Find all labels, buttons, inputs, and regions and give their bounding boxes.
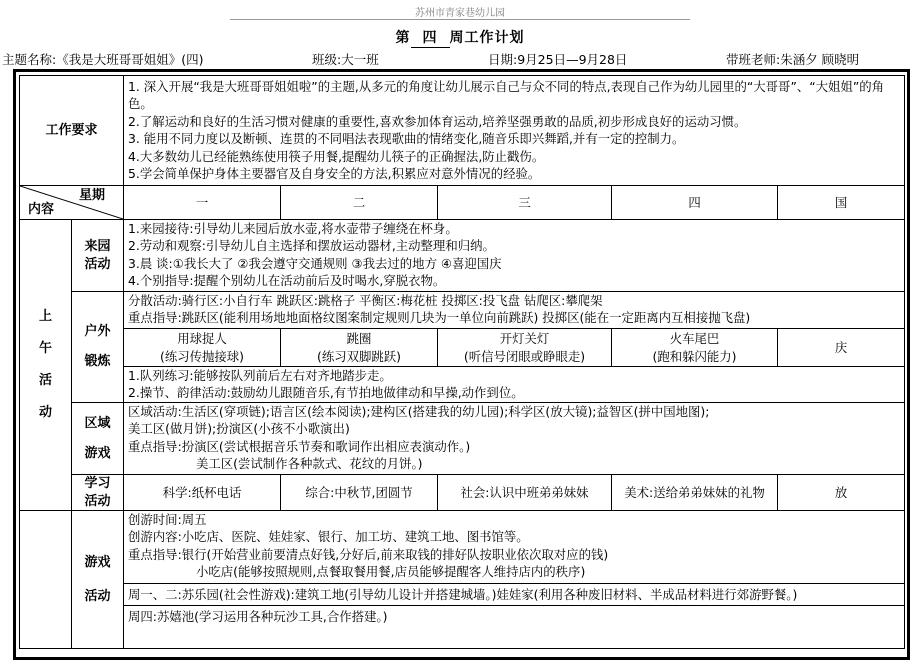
arrival-content [124,220,905,292]
area-label [72,403,124,475]
weekday-header-row [20,186,905,220]
game-name: 开灯关灯 [499,331,550,347]
day-monday: 一 [124,186,281,220]
study-label-2: 活动 [84,493,111,509]
work-requirements-row [20,76,905,186]
game-label-2: 活动 [84,588,111,604]
work-req-line: 1. 深入开展“我是大班哥哥姐姐啦”的主题,从多元的角度让幼儿展示自己与众不同的特点,表现自己作为幼儿园里的“大哥哥”、“大姐姐”的角色。 [128,79,885,112]
area-label-2: 游戏 [84,445,111,461]
header-diagonal-cell [20,186,124,220]
work-req-line: 4.大多数幼儿已经能熟练使用筷子用餐,提醒幼儿筷子的正确握法,防止戳伤。 [128,148,545,164]
game-desc: (跑和躲闪能力) [652,348,737,364]
rhythm-line: 2.操节、韵律活动:鼓励幼儿跟随音乐,有节拍地做律动和早操,动作到位。 [128,385,524,401]
teachers: 带班老师:朱涵夕 顾晓明 [726,52,860,67]
game-line: 创游内容:小吃店、医院、娃娃家、银行、加工坊、建筑工地、图书馆等。 [128,529,529,545]
study-friday: 放 [778,475,905,511]
outdoor-game-wednesday [438,329,612,367]
work-req-content [124,76,905,186]
side-char: 上 [38,309,52,324]
outdoor-zones-line: 分散活动:骑行区:小自行车 跳跃区:跳格子 平衡区:梅花桩 投掷区:投飞盘 钻爬区:攀爬架 [128,293,603,308]
game-label [72,511,124,649]
date-range: 日期:9月25日—9月28日 [488,52,628,67]
game-desc: (练习传抛接球) [160,348,245,364]
area-content [124,403,905,475]
work-req-line: 5.学会简单保护身体主要器官及自身安全的方法,积累应对意外情况的经验。 [128,166,541,182]
content-label: 内容 [28,201,55,217]
outdoor-zones-row [20,292,905,329]
school-name: 苏州市青家巷幼儿园 [415,8,505,19]
game-desc: (练习双脚跳跃) [317,348,402,364]
game-side-blank [20,511,72,649]
outdoor-label-2: 锻炼 [84,354,111,369]
area-line: 美工区(尝试制作各种款式、花纹的月饼。) [196,456,423,472]
outdoor-label [72,292,124,403]
class-name: 班级:大一班 [312,52,379,67]
game-desc: (听信号闭眼或睁眼走) [463,348,586,364]
study-thursday: 美术:送给弟弟妹妹的礼物 [612,475,778,511]
outdoor-label-1: 户外 [84,324,111,339]
arrival-line: 4.个别指导:提醒个别幼儿在活动前后及时喝水,穿脱衣物。 [128,273,446,289]
arrival-label-1: 来园 [84,239,111,255]
side-char: 动 [38,405,52,420]
arrival-line: 1.来园接待:引导幼儿来园后放水壶,将水壶带子缠绕在杯身。 [128,221,458,236]
outdoor-zones [124,292,905,329]
day-thursday: 四 [612,186,778,220]
day-tuesday: 二 [281,186,438,220]
game-activity-row [20,511,905,649]
title-week: 四 [411,27,450,48]
area-label-1: 区域 [84,415,111,431]
game-line: 周一、二:苏乐园(社会性游戏):建筑工地(引导幼儿设计并搭建城墙。)娃娃家(利用各种废旧材料、半成品材料进行郊游野餐。) [124,583,904,603]
game-line: 创游时间:周五 [128,512,207,527]
area-line: 美工区(做月饼);扮演区(小孩不小歌演出) [128,421,350,437]
arrival-row [20,220,905,292]
outdoor-game-friday: 庆 [778,329,905,367]
outdoor-game-tuesday [281,329,438,367]
side-char: 午 [38,341,52,356]
outdoor-exercise [124,367,905,403]
game-line: 小吃店(能够按照规则,点餐取餐用餐,店员能够提醒客人维持店内的秩序) [196,564,586,580]
page-title [0,27,920,48]
arrival-label-2: 活动 [84,256,111,272]
area-games-row [20,403,905,475]
outdoor-exercise-row [20,367,905,403]
game-label-1: 游戏 [84,554,111,570]
study-monday: 科学:纸杯电话 [124,475,281,511]
study-label-1: 学习 [84,476,111,492]
outdoor-games-row [20,329,905,367]
title-suffix: 周工作计划 [449,30,525,46]
meta-row [0,50,915,68]
day-wednesday: 三 [438,186,612,220]
study-row [20,475,905,511]
study-wednesday: 社会:认识中班弟弟妹妹 [438,475,612,511]
work-req-line: 3. 能用不同力度以及断顿、连贯的不同唱法表现歌曲的情绪变化,随音乐即兴舞蹈,并有一定的控制力。 [128,131,685,147]
game-content [124,511,905,649]
plan-table [19,75,905,649]
title-prefix: 第 [395,30,411,46]
day-friday: 国 [778,186,905,220]
game-name: 用球捉人 [177,331,227,347]
week-label: 星期 [79,188,106,203]
game-line: 周四:苏嬉池(学习运用各种玩沙工具,合作搭建。) [124,605,904,625]
work-req-line: 2.了解运动和良好的生活习惯对健康的重要性,喜欢参加体育运动,培养坚强勇敢的品质,初步形成良好的运动习惯。 [128,113,747,129]
study-label [72,475,124,511]
outdoor-game-monday [124,329,281,367]
outdoor-focus-line: 重点指导:跳跃区(能利用场地地面格纹图案制定规则几块为一单位向前跳跃) 投掷区(能在一定距离内互相接抛飞盘) [128,310,751,326]
game-name: 火车尾巴 [669,331,720,347]
side-char: 活 [38,373,52,388]
game-line: 重点指导:银行(开始营业前要清点好钱,分好后,前来取钱的排好队按职业依次取对应的钱) [128,546,609,562]
plan-table-frame [13,69,910,660]
study-tuesday: 综合:中秋节,团圆节 [281,475,438,511]
arrival-line: 2.劳动和观察:引导幼儿自主选择和摆放运动器材,主动整理和归纳。 [128,238,495,254]
arrival-label [72,220,124,292]
outdoor-game-thursday [612,329,778,367]
area-line: 区域活动:生活区(穿项链);语言区(绘本阅读);建构区(搭建我的幼儿园);科学区(放大镜);益智区(拼中国地图); [128,404,710,419]
game-name: 跳圈 [346,331,372,347]
queue-line: 1.队列练习:能够按队列前后左右对齐地踏步走。 [128,368,392,383]
morning-activity-label [20,220,72,511]
theme-name: 主题名称:《我是大班哥哥姐姐》(四) [2,52,204,67]
header-divider [230,19,690,20]
arrival-line: 3.晨 谈:①我长大了 ②我会遵守交通规则 ③我去过的地方 ④喜迎国庆 [128,255,502,271]
area-line: 重点指导:扮演区(尝试根据音乐节奏和歌词作出相应表演动作。) [128,438,471,454]
work-req-label: 工作要求 [20,76,124,186]
